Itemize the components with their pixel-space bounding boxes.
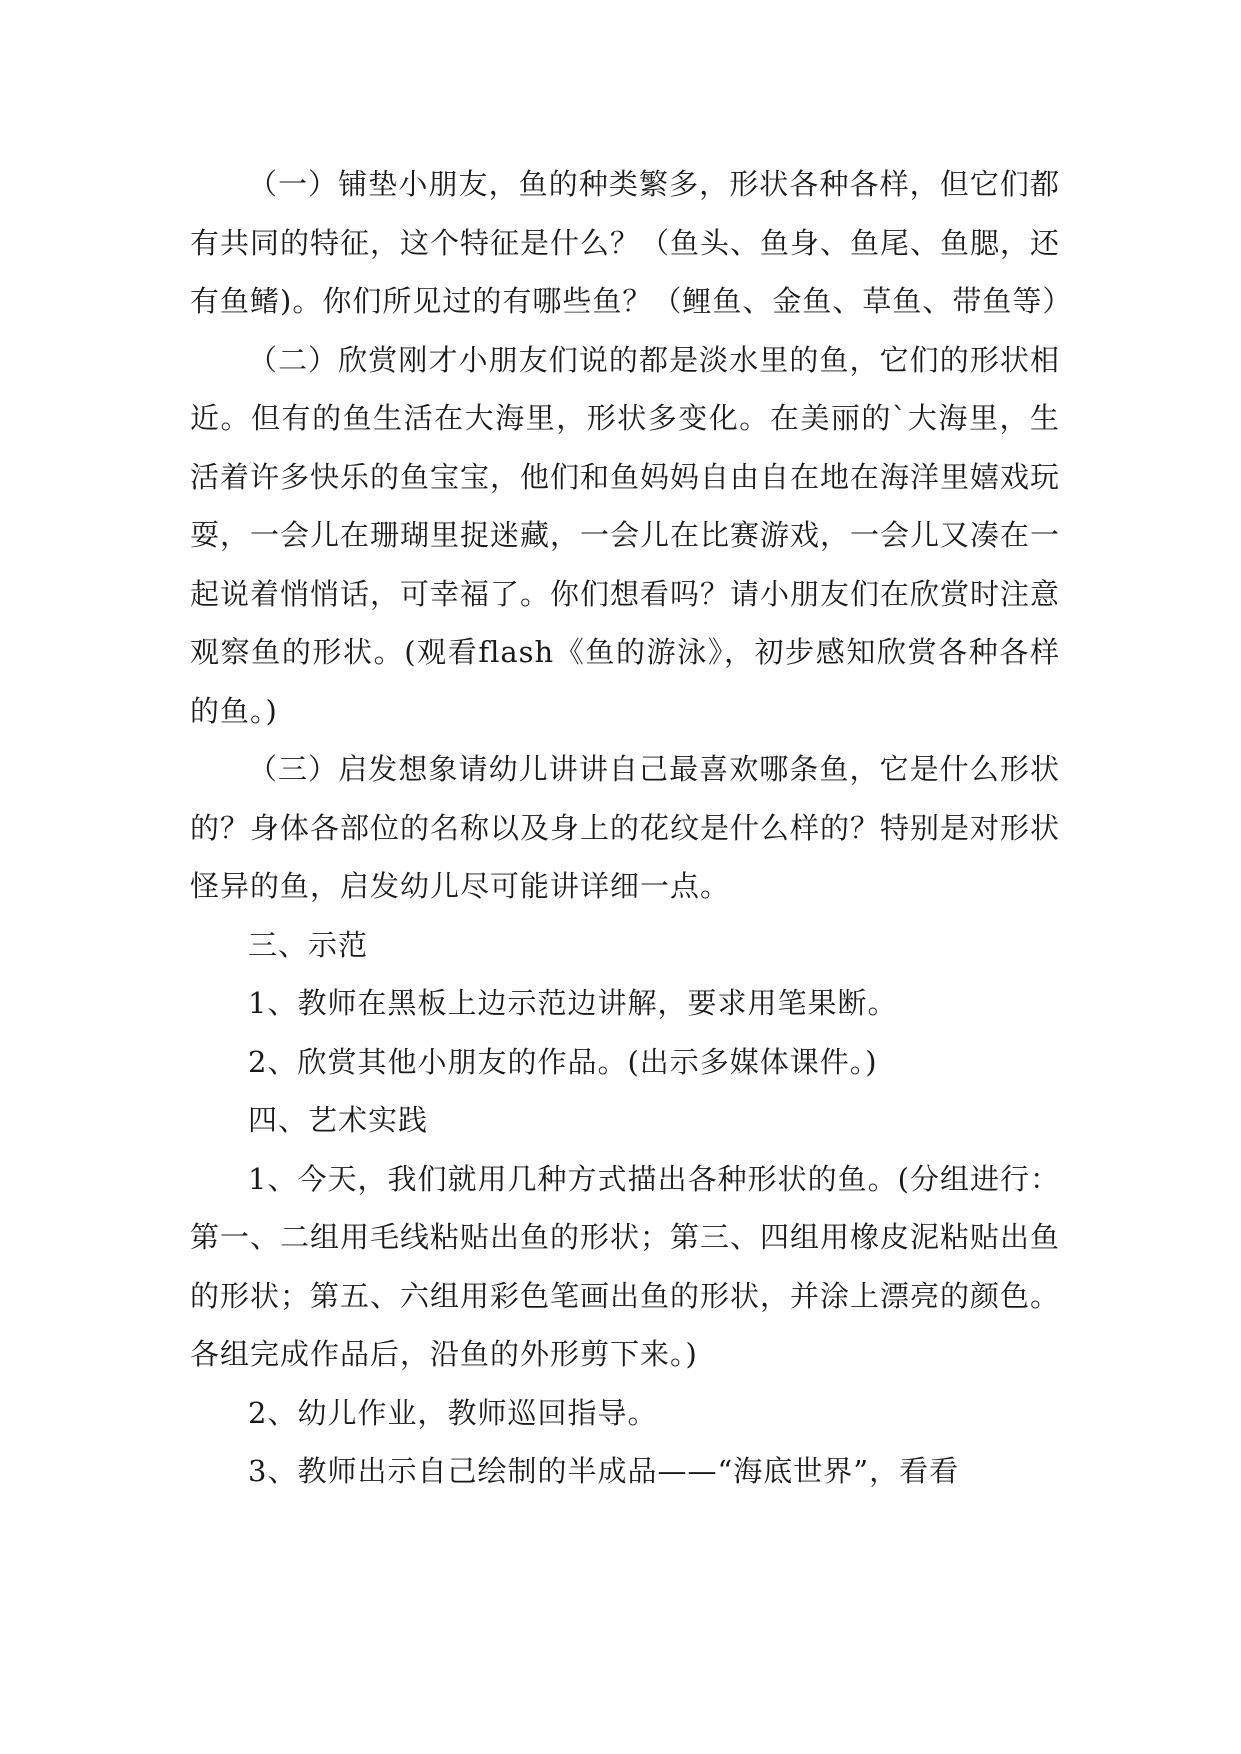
paragraph-7: 2、幼儿作业，教师巡回指导。: [248, 1395, 658, 1430]
paragraph-1: （一）铺垫小朋友，鱼的种类繁多，形状各种各样，但它们都有共同的特征，这个特征是什么？（鱼头、鱼身、鱼尾、鱼腮，还有鱼鳍)。你们所见过的有哪些鱼？（鲤鱼、金鱼、草鱼、带鱼等）: [190, 167, 1073, 318]
paragraph-2: （二）欣赏刚才小朋友们说的都是淡水里的鱼，它们的形状相近。但有的鱼生活在大海里，形状多变化。在美丽的`大海里，生活着许多快乐的鱼宝宝，他们和鱼妈妈自由自在地在海洋里嬉戏玩耍，一会儿在珊瑚里捉迷藏，一会儿在比赛游戏，一会儿又凑在一起说着悄悄话，可幸福了。你们想看吗？请小朋友们在欣赏时注意观察鱼的形状。(观看flash《鱼的游泳》，初步感知欣赏各种各样的鱼。): [190, 342, 1061, 728]
section-heading-demonstration: 三、示范: [248, 927, 369, 962]
paragraph-5: 2、欣赏其他小朋友的作品。(出示多媒体课件。): [248, 1044, 878, 1079]
document-body: [190, 155, 1073, 1501]
section-heading-art-practice: 四、艺术实践: [248, 1103, 429, 1137]
paragraph-4: 1、教师在黑板上边示范边讲解，要求用笔果断。: [248, 986, 898, 1020]
paragraph-6: 1、今天，我们就用几种方式描出各种形状的鱼。(分组进行：第一、二组用毛线粘贴出鱼的形状；第三、四组用橡皮泥粘贴出鱼的形状；第五、六组用彩色笔画出鱼的形状，并涂上漂亮的颜色。各组完成作品后，沿鱼的外形剪下来。): [190, 1161, 1061, 1371]
paragraph-3: （三）启发想象请幼儿讲讲自己最喜欢哪条鱼，它是什么形状的？身体各部位的名称以及身上的花纹是什么样的？特别是对形状怪异的鱼，启发幼儿尽可能讲详细一点。: [190, 752, 1061, 903]
paragraph-8: 3、教师出示自己绘制的半成品——“海底世界”，看看: [248, 1454, 960, 1488]
